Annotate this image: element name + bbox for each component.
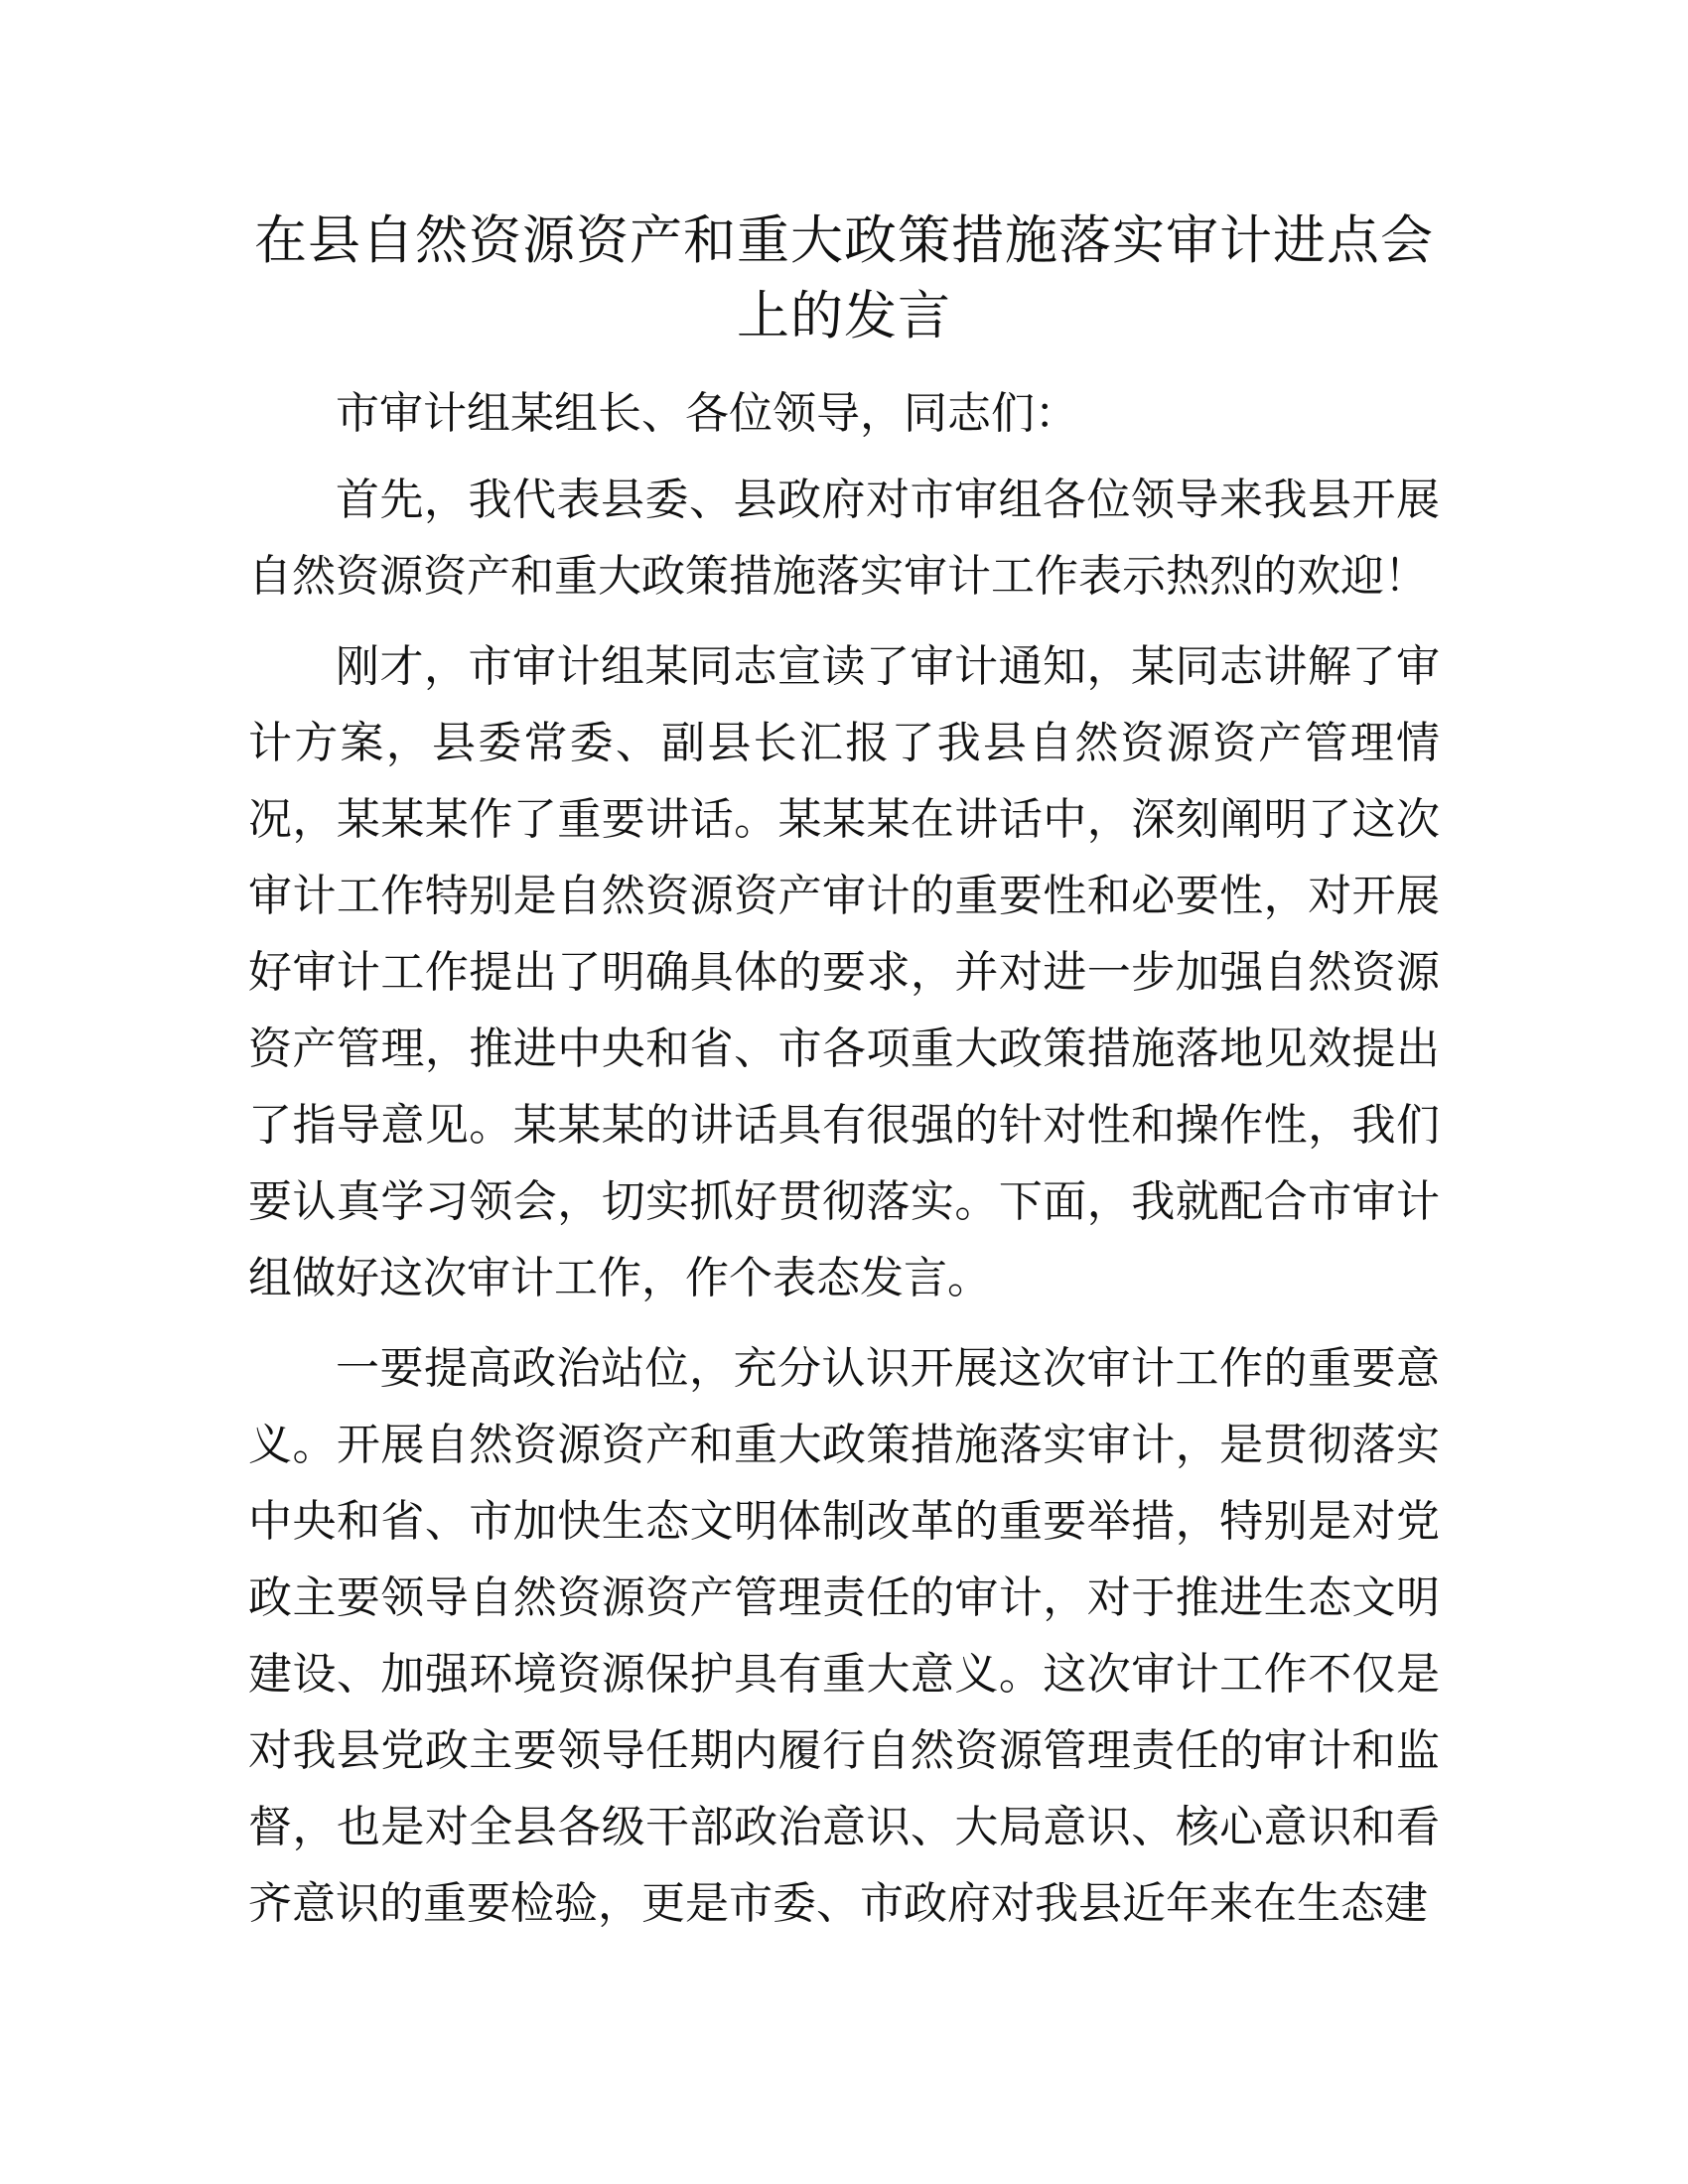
document-title: 在县自然资源资产和重大政策措施落实审计进点会上的发言: [254, 210, 1434, 346]
salutation-paragraph: 市审计组某组长、各位领导，同志们：: [336, 388, 1078, 439]
summary-paragraph: 刚才，市审计组某同志宣读了审计通知，某同志讲解了审计方案，县委常委、副县长汇报了我县自然资源资产管理情况，某某某作了重要讲话。某某某在讲话中，深刻阐明了这次审计工作特别是自然资源资产审计的重要性和必要性，对开展好审计工作提出了明确具体的要求，并对进一步加强自然资源资产管理，推进中央和省、市各项重大政策措施落地见效提出了指导意见。某某某的讲话具有很强的针对性和操作性，我们要认真学习领会，切实抓好贯彻落实。下面，我就配合市审计组做好这次审计工作，作个表态发言。: [248, 641, 1440, 1303]
document-body: [248, 375, 1440, 1956]
point-one-paragraph: 一要提高政治站位，充分认识开展这次审计工作的重要意义。开展自然资源资产和重大政策措施落实审计，是贯彻落实中央和省、市加快生态文明体制改革的重要举措，特别是对党政主要领导自然资源资产管理责任的审计，对于推进生态文明建设、加强环境资源保护具有重大意义。这次审计工作不仅是对我县党政主要领导任期内履行自然资源管理责任的审计和监督，也是对全县各级干部政治意识、大局意识、核心意识和看齐意识的重要检验，更是市委、市政府对我县近年来在生态建: [248, 1343, 1440, 1929]
welcome-paragraph: 首先，我代表县委、县政府对市审组各位领导来我县开展自然资源资产和重大政策措施落实审计工作表示热烈的欢迎！: [248, 475, 1440, 602]
